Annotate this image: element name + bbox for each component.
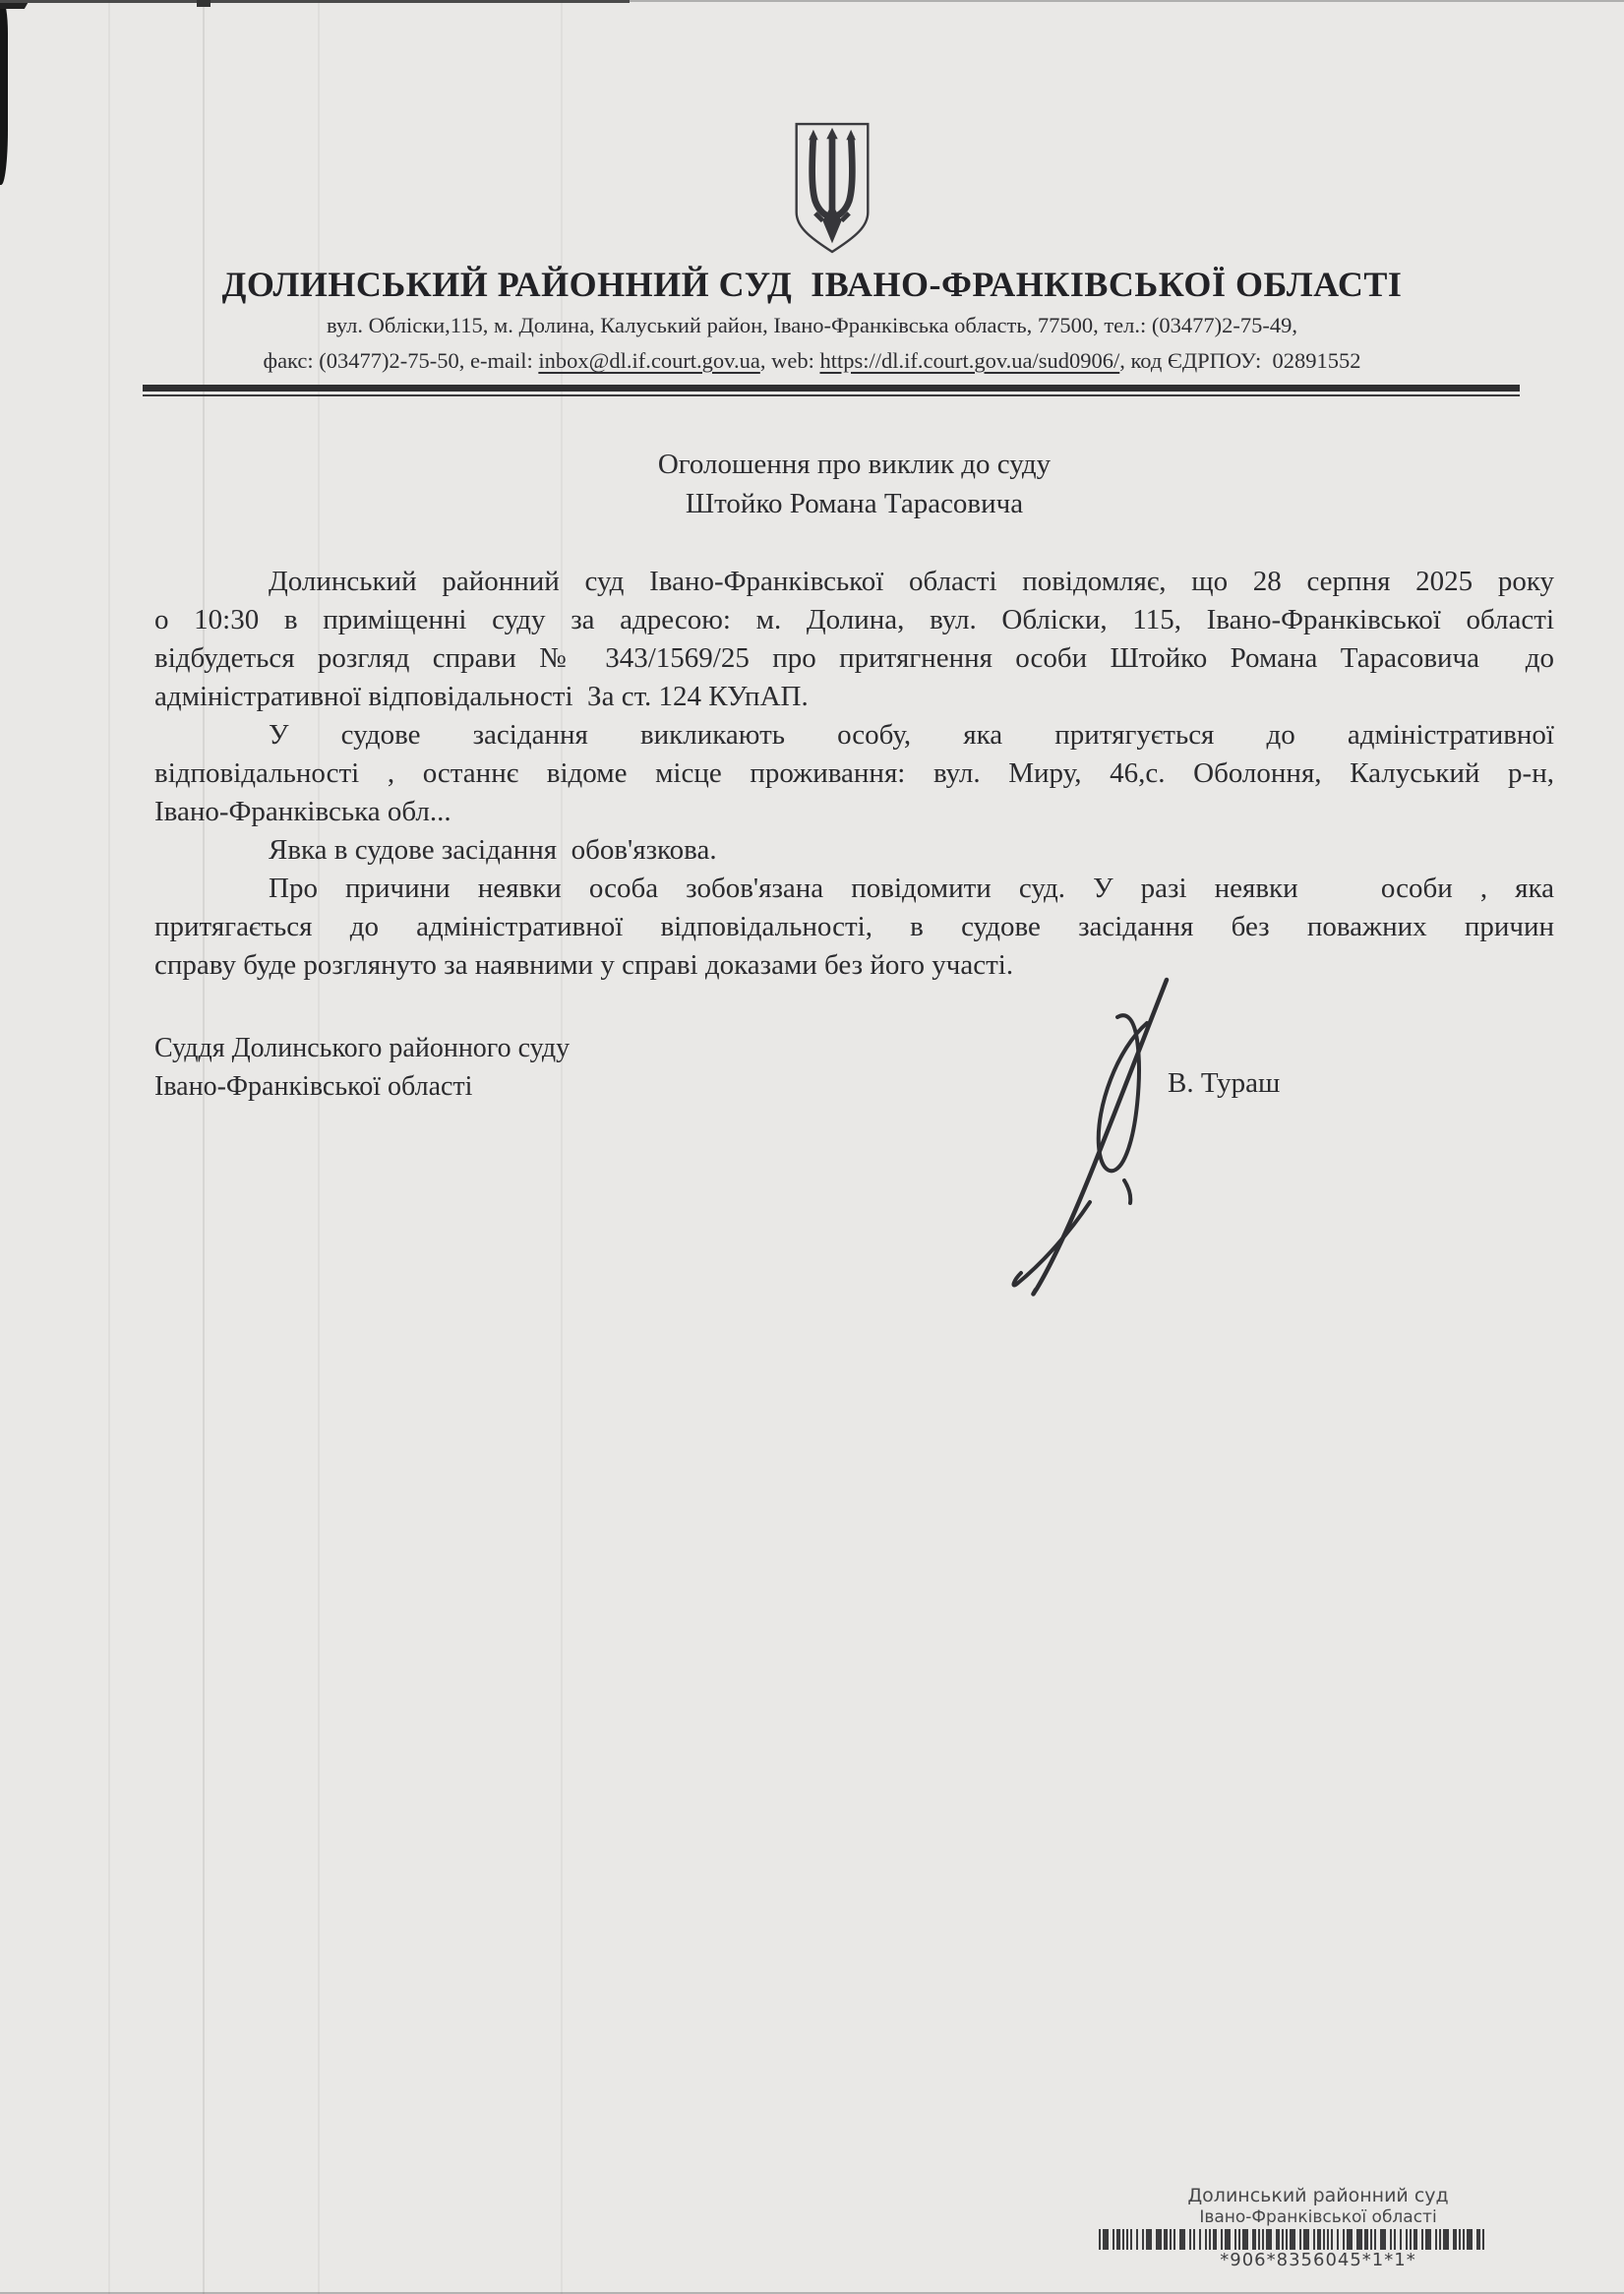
- scan-streak: [203, 0, 205, 2294]
- stamp-region: Івано-Франківської області: [1199, 2207, 1437, 2227]
- body-line: притягається до адміністративної відповідальності, в судове засідання без поважних причин: [154, 911, 1554, 942]
- body-line: відбудеться розгляд справи № 343/1569/25 про притягнення особи Штойко Романа Тарасовича до: [154, 642, 1554, 674]
- scan-streak: [561, 0, 563, 2294]
- web-url-text: https://dl.if.court.gov.ua/sud0906/: [819, 348, 1120, 373]
- body-line: справу буде розглянуто за наявними у справі доказами без його участі.: [154, 949, 1014, 981]
- scan-streak: [318, 0, 320, 2294]
- document-title-line1: Оголошення про виклик до суду: [657, 449, 1052, 480]
- document-title-line2: Штойко Романа Тарасовича: [685, 488, 1024, 519]
- barcode-text: *906*8356045*1*1*: [1220, 2250, 1416, 2270]
- court-stamp-block: [1023, 2184, 1613, 2271]
- scan-artifact-left-blob: [0, 0, 8, 185]
- email-text: inbox@dl.if.court.gov.ua: [538, 348, 760, 373]
- body-line: У судове засідання викликають особу, яка притягується до адміністративної: [269, 719, 1554, 751]
- judge-name: В. Тураш: [1168, 1067, 1281, 1099]
- body-line: відповідальності , останнє відоме місце проживання: вул. Миру, 46,с. Оболоння, Калуський р-н,: [154, 757, 1554, 789]
- body-line: адміністративної відповідальності За ст. 124 КУпАП.: [154, 681, 809, 712]
- scan-streak: [108, 0, 110, 2294]
- scan-artifact-top-edge: [0, 0, 630, 3]
- web-label: , web:: [759, 348, 820, 373]
- body-line: Про причини неявки особа зобов'язана повідомити суд. У разі неявки особи , яка: [269, 873, 1554, 904]
- court-address-line: вул. Обліски,115, м. Долина, Калуський район, Івано-Франківська область, 77500, тел.: (03477)2-75-49,: [327, 313, 1297, 337]
- body-line: Івано-Франківська обл...: [154, 796, 451, 827]
- header-divider-rule: [143, 385, 1520, 396]
- judge-title-line2: Івано-Франківської області: [154, 1071, 473, 1102]
- barcode: [1099, 2229, 1537, 2250]
- handwritten-signature: [984, 944, 1239, 1318]
- body-line: Явка в судове засідання обов'язкова.: [269, 834, 717, 866]
- fax-label: факс: (03477)2-75-50, e-mail:: [263, 348, 539, 373]
- edrpou-code: , код ЄДРПОУ: 02891552: [1119, 348, 1361, 373]
- judge-title-line1: Суддя Долинського районного суду: [154, 1033, 571, 1063]
- scan-artifact-top-edge-faint: [630, 0, 1624, 2]
- body-line: о 10:30 в приміщенні суду за адресою: м. Долина, вул. Обліски, 115, Івано-Франківської області: [154, 604, 1554, 635]
- court-name-heading: ДОЛИНСЬКИЙ РАЙОННИЙ СУД ІВАНО-ФРАНКІВСЬКОЇ ОБЛАСТІ: [221, 265, 1403, 304]
- stamp-court-name: Долинський районний суд: [1187, 2185, 1449, 2206]
- ukraine-trident-icon: [790, 118, 874, 258]
- court-contacts-line: [0, 348, 1624, 374]
- body-line: Долинський районний суд Івано-Франківської області повідомляє, що 28 серпня 2025 року: [269, 566, 1554, 597]
- document-body: [154, 563, 1554, 985]
